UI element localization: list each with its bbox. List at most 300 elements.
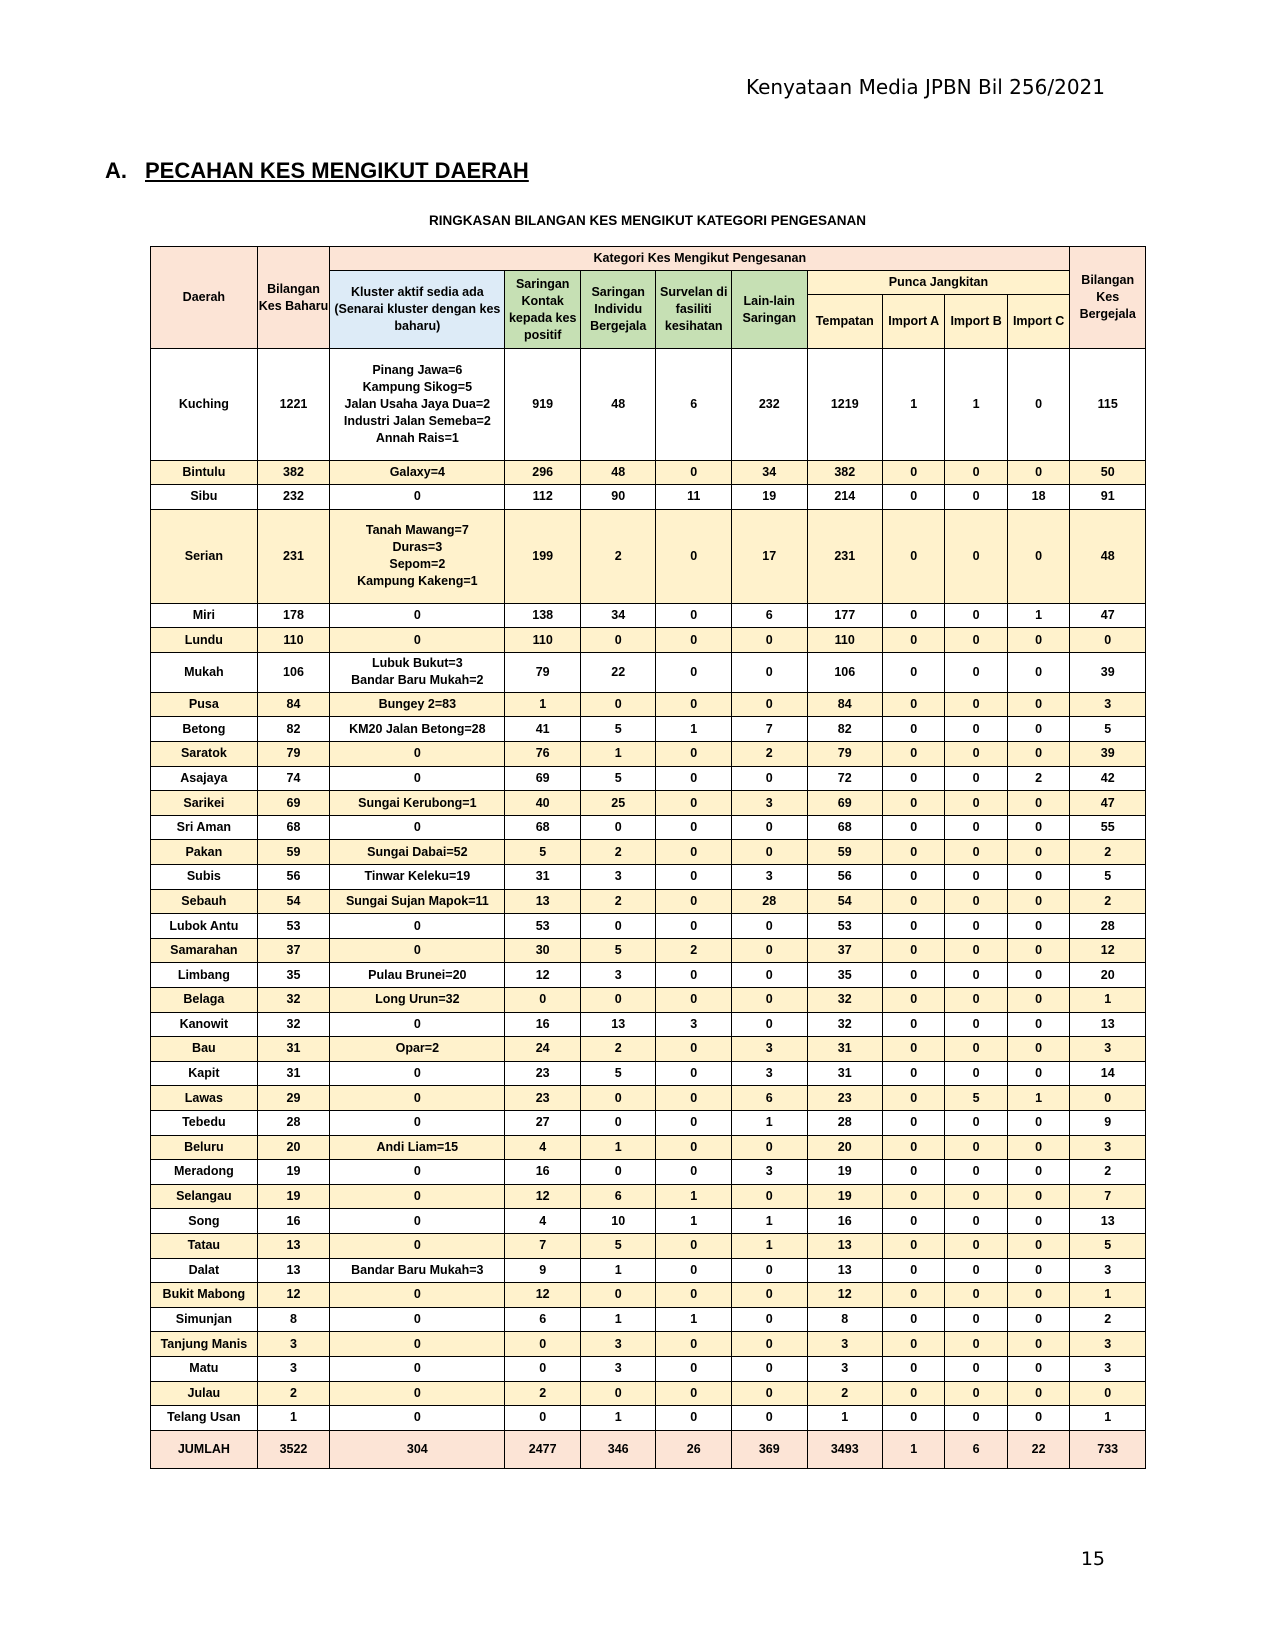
cell-import-b: 0 (945, 865, 1007, 890)
table-row (151, 652, 1146, 692)
cell-saringan-kontak: 13 (505, 889, 581, 914)
cell-import-b: 0 (945, 652, 1007, 692)
cluster-line: Kampung Kakeng=1 (357, 574, 478, 589)
cell-import-a: 0 (883, 1086, 945, 1111)
cell-tempatan: 56 (807, 865, 883, 890)
cell-saringan-individu: 6 (580, 1184, 656, 1209)
cell-saringan-kontak: 9 (505, 1258, 581, 1283)
cell-import-b: 0 (945, 938, 1007, 963)
cell-daerah: Pakan (151, 840, 258, 865)
cell-lain-lain: 0 (731, 1012, 807, 1037)
cell-bergejala: 1 (1070, 1283, 1146, 1308)
cell-baharu: 178 (257, 603, 330, 628)
cell-tempatan: 35 (807, 963, 883, 988)
cell-baharu: 69 (257, 791, 330, 816)
cell-import-a: 0 (883, 692, 945, 717)
cell-survelan: 2 (656, 938, 732, 963)
cell-saringan-individu: 1 (580, 1406, 656, 1431)
cell-import-a: 0 (883, 988, 945, 1013)
cell-import-a: 0 (883, 652, 945, 692)
table-row (151, 485, 1146, 510)
cell-import-b: 0 (945, 1135, 1007, 1160)
cell-baharu: 13 (257, 1233, 330, 1258)
cell-saringan-kontak: 4 (505, 1209, 581, 1234)
cluster-line: 0 (413, 1213, 421, 1228)
cell-kluster (330, 1356, 505, 1381)
cell-import-c: 0 (1007, 791, 1070, 816)
cell-daerah: Bukit Mabong (151, 1283, 258, 1308)
cell-bergejala: 3 (1070, 1332, 1146, 1357)
cell-import-c: 0 (1007, 963, 1070, 988)
cell-saringan-kontak: 24 (505, 1037, 581, 1062)
cell-survelan: 0 (656, 1135, 732, 1160)
cell-import-b: 0 (945, 1037, 1007, 1062)
cell-lain-lain: 0 (731, 1184, 807, 1209)
cell-kluster (330, 1406, 505, 1431)
cluster-line: Sungai Kerubong=1 (358, 795, 477, 810)
cell-import-c: 0 (1007, 889, 1070, 914)
cluster-line: Annah Rais=1 (375, 430, 459, 445)
cell-saringan-kontak: 1 (505, 692, 581, 717)
cell-daerah: Lundu (151, 628, 258, 653)
cell-saringan-individu: 0 (580, 692, 656, 717)
cell-saringan-individu: 1 (580, 1135, 656, 1160)
cell-kluster (330, 1160, 505, 1185)
cell-daerah: Miri (151, 603, 258, 628)
cell-lain-lain: 0 (731, 1258, 807, 1283)
cell-import-c: 0 (1007, 509, 1070, 603)
cell-saringan-individu: 1 (580, 1258, 656, 1283)
cell-lain-lain: 3 (731, 1160, 807, 1185)
cell-kluster (330, 1061, 505, 1086)
cell-baharu: 35 (257, 963, 330, 988)
cell-tempatan: 19 (807, 1160, 883, 1185)
cell-kluster (330, 1184, 505, 1209)
cell-saringan-individu: 22 (580, 652, 656, 692)
cell-import-b: 0 (945, 1209, 1007, 1234)
cell-bergejala: 0 (1070, 628, 1146, 653)
cell-lain-lain: 3 (731, 865, 807, 890)
cell-saringan-individu: 0 (580, 1110, 656, 1135)
cell-lain-lain: 0 (731, 766, 807, 791)
cell-import-c: 0 (1007, 1332, 1070, 1357)
cell-import-c: 0 (1007, 717, 1070, 742)
cell-tempatan: 214 (807, 485, 883, 510)
total-cell-kluster: 304 (330, 1430, 505, 1468)
total-cell-import-b: 6 (945, 1430, 1007, 1468)
header-saringan-individu: Saringan Individu Bergejala (580, 271, 656, 349)
cell-saringan-individu: 1 (580, 1307, 656, 1332)
table-row (151, 1307, 1146, 1332)
cluster-line: Jalan Usaha Jaya Dua=2 (344, 396, 491, 411)
cell-import-c: 0 (1007, 1283, 1070, 1308)
cell-lain-lain: 2 (731, 742, 807, 767)
cell-kluster (330, 460, 505, 485)
cell-bergejala: 39 (1070, 652, 1146, 692)
cell-saringan-kontak: 6 (505, 1307, 581, 1332)
cell-kluster (330, 1332, 505, 1357)
cell-import-c: 0 (1007, 692, 1070, 717)
cell-saringan-individu: 5 (580, 717, 656, 742)
cell-bergejala: 48 (1070, 509, 1146, 603)
cell-kluster (330, 1283, 505, 1308)
cluster-line: KM20 Jalan Betong=28 (349, 721, 486, 736)
cell-import-a: 1 (883, 349, 945, 461)
cell-saringan-kontak: 0 (505, 988, 581, 1013)
cell-daerah: Simunjan (151, 1307, 258, 1332)
table-row (151, 914, 1146, 939)
cell-survelan: 0 (656, 1160, 732, 1185)
cluster-line: Tanah Mawang=7 (365, 523, 469, 538)
cell-baharu: 32 (257, 1012, 330, 1037)
cell-tempatan: 12 (807, 1283, 883, 1308)
cell-import-b: 5 (945, 1086, 1007, 1111)
cell-saringan-individu: 48 (580, 460, 656, 485)
cluster-line: 0 (413, 632, 421, 647)
table-row (151, 766, 1146, 791)
table-row (151, 1012, 1146, 1037)
cluster-line: Industri Jalan Semeba=2 (343, 413, 491, 428)
table-row (151, 840, 1146, 865)
cell-saringan-individu: 5 (580, 1061, 656, 1086)
cell-daerah: Limbang (151, 963, 258, 988)
cell-baharu: 19 (257, 1184, 330, 1209)
cell-daerah: Sri Aman (151, 815, 258, 840)
cell-lain-lain: 0 (731, 1135, 807, 1160)
cell-bergejala: 3 (1070, 1356, 1146, 1381)
cell-saringan-individu: 13 (580, 1012, 656, 1037)
cluster-line: Bungey 2=83 (378, 697, 457, 712)
cell-import-a: 0 (883, 485, 945, 510)
cell-import-b: 0 (945, 1381, 1007, 1406)
cell-baharu: 3 (257, 1356, 330, 1381)
cell-import-c: 0 (1007, 1406, 1070, 1431)
cluster-line: 0 (413, 1164, 421, 1179)
table-row (151, 1061, 1146, 1086)
cell-lain-lain: 0 (731, 938, 807, 963)
header-punca-jangkitan: Punca Jangkitan (807, 271, 1070, 295)
cell-tempatan: 13 (807, 1258, 883, 1283)
cell-import-a: 0 (883, 1283, 945, 1308)
table-row (151, 791, 1146, 816)
table-row (151, 603, 1146, 628)
cell-daerah: Samarahan (151, 938, 258, 963)
cell-saringan-individu: 2 (580, 840, 656, 865)
cell-bergejala: 91 (1070, 485, 1146, 510)
section-title: PECAHAN KES MENGIKUT DAERAH (145, 158, 529, 183)
cell-saringan-kontak: 68 (505, 815, 581, 840)
cell-import-b: 0 (945, 1307, 1007, 1332)
cell-import-b: 0 (945, 1283, 1007, 1308)
cell-import-b: 0 (945, 1110, 1007, 1135)
cell-survelan: 0 (656, 889, 732, 914)
cell-daerah: Tebedu (151, 1110, 258, 1135)
cell-import-b: 0 (945, 840, 1007, 865)
cell-import-c: 0 (1007, 988, 1070, 1013)
cell-baharu: 54 (257, 889, 330, 914)
cell-lain-lain: 232 (731, 349, 807, 461)
cell-daerah: Pusa (151, 692, 258, 717)
cell-tempatan: 79 (807, 742, 883, 767)
cell-tempatan: 23 (807, 1086, 883, 1111)
cell-lain-lain: 0 (731, 1283, 807, 1308)
cell-survelan: 0 (656, 1356, 732, 1381)
cell-baharu: 231 (257, 509, 330, 603)
cell-lain-lain: 17 (731, 509, 807, 603)
cell-import-b: 0 (945, 889, 1007, 914)
cell-survelan: 1 (656, 1307, 732, 1332)
table-row (151, 963, 1146, 988)
cell-saringan-kontak: 12 (505, 1184, 581, 1209)
cell-tempatan: 1219 (807, 349, 883, 461)
cell-bergejala: 2 (1070, 889, 1146, 914)
cell-kluster (330, 1233, 505, 1258)
cell-lain-lain: 0 (731, 1307, 807, 1332)
cell-saringan-kontak: 919 (505, 349, 581, 461)
cell-import-a: 0 (883, 1356, 945, 1381)
cell-baharu: 16 (257, 1209, 330, 1234)
cell-import-c: 1 (1007, 603, 1070, 628)
cell-import-a: 0 (883, 460, 945, 485)
header-daerah: Daerah (151, 247, 258, 349)
cell-survelan: 0 (656, 603, 732, 628)
table-row (151, 938, 1146, 963)
cell-import-c: 0 (1007, 840, 1070, 865)
cell-kluster (330, 1307, 505, 1332)
cell-bergejala: 3 (1070, 692, 1146, 717)
cell-survelan: 0 (656, 1061, 732, 1086)
cell-baharu: 110 (257, 628, 330, 653)
cluster-line: 0 (413, 1385, 421, 1400)
table-row (151, 1086, 1146, 1111)
cell-saringan-kontak: 110 (505, 628, 581, 653)
cell-import-c: 0 (1007, 1061, 1070, 1086)
cell-import-c: 0 (1007, 349, 1070, 461)
cell-import-b: 0 (945, 815, 1007, 840)
cell-bergejala: 42 (1070, 766, 1146, 791)
cluster-line: 0 (413, 489, 421, 504)
cell-bergejala: 5 (1070, 717, 1146, 742)
cell-saringan-individu: 5 (580, 938, 656, 963)
cell-bergejala: 0 (1070, 1381, 1146, 1406)
cluster-line: 0 (413, 918, 421, 933)
cell-saringan-individu: 48 (580, 349, 656, 461)
cell-tempatan: 32 (807, 1012, 883, 1037)
table-row (151, 742, 1146, 767)
table-row (151, 1160, 1146, 1185)
cell-kluster (330, 889, 505, 914)
cell-bergejala: 1 (1070, 988, 1146, 1013)
table-row (151, 349, 1146, 461)
cell-baharu: 31 (257, 1061, 330, 1086)
cell-import-c: 0 (1007, 1258, 1070, 1283)
cell-saringan-kontak: 12 (505, 1283, 581, 1308)
cell-import-a: 0 (883, 914, 945, 939)
cell-saringan-individu: 2 (580, 889, 656, 914)
cell-import-b: 0 (945, 603, 1007, 628)
cell-saringan-individu: 0 (580, 1381, 656, 1406)
cell-bergejala: 2 (1070, 840, 1146, 865)
cell-saringan-individu: 0 (580, 628, 656, 653)
cell-daerah: Asajaya (151, 766, 258, 791)
table-row (151, 865, 1146, 890)
cell-import-b: 0 (945, 1061, 1007, 1086)
cluster-line: Opar=2 (395, 1041, 440, 1056)
cell-saringan-individu: 3 (580, 865, 656, 890)
cell-baharu: 59 (257, 840, 330, 865)
cell-tempatan: 54 (807, 889, 883, 914)
cell-import-b: 0 (945, 1332, 1007, 1357)
cell-survelan: 0 (656, 840, 732, 865)
cell-import-b: 0 (945, 628, 1007, 653)
cell-daerah: Julau (151, 1381, 258, 1406)
cell-saringan-individu: 10 (580, 1209, 656, 1234)
cell-saringan-individu: 5 (580, 1233, 656, 1258)
cell-import-a: 0 (883, 1332, 945, 1357)
cell-survelan: 6 (656, 349, 732, 461)
cell-baharu: 53 (257, 914, 330, 939)
cell-daerah: Dalat (151, 1258, 258, 1283)
cell-baharu: 1 (257, 1406, 330, 1431)
cell-saringan-individu: 0 (580, 988, 656, 1013)
cell-tempatan: 13 (807, 1233, 883, 1258)
table-row (151, 815, 1146, 840)
cell-saringan-kontak: 0 (505, 1356, 581, 1381)
cell-kluster (330, 1258, 505, 1283)
cell-bergejala: 2 (1070, 1307, 1146, 1332)
cell-import-a: 0 (883, 766, 945, 791)
cell-import-b: 0 (945, 692, 1007, 717)
cell-saringan-kontak: 23 (505, 1061, 581, 1086)
total-cell-saringan-individu: 346 (580, 1430, 656, 1468)
cell-daerah: Bau (151, 1037, 258, 1062)
cell-daerah: Lubok Antu (151, 914, 258, 939)
cell-lain-lain: 28 (731, 889, 807, 914)
table-row (151, 509, 1146, 603)
cell-tempatan: 106 (807, 652, 883, 692)
cell-import-b: 1 (945, 349, 1007, 461)
total-cell-daerah: JUMLAH (151, 1430, 258, 1468)
cell-kluster (330, 938, 505, 963)
cell-bergejala: 13 (1070, 1012, 1146, 1037)
table-row (151, 1381, 1146, 1406)
cell-baharu: 1221 (257, 349, 330, 461)
cell-kluster (330, 349, 505, 461)
cell-bergejala: 1 (1070, 1406, 1146, 1431)
cell-bergejala: 2 (1070, 1160, 1146, 1185)
cell-saringan-kontak: 31 (505, 865, 581, 890)
total-cell-baharu: 3522 (257, 1430, 330, 1468)
cell-baharu: 84 (257, 692, 330, 717)
cell-import-a: 0 (883, 509, 945, 603)
cluster-line: Lubuk Bukut=3 (372, 656, 463, 671)
cluster-line: 0 (413, 820, 421, 835)
cell-saringan-kontak: 76 (505, 742, 581, 767)
cell-import-c: 0 (1007, 1037, 1070, 1062)
cell-saringan-kontak: 23 (505, 1086, 581, 1111)
cluster-line: 0 (413, 746, 421, 761)
cluster-line: 0 (413, 1189, 421, 1204)
cell-daerah: Bintulu (151, 460, 258, 485)
cases-table (150, 246, 1146, 1469)
cell-kluster (330, 988, 505, 1013)
cell-kluster (330, 485, 505, 510)
cluster-line: 0 (413, 1016, 421, 1031)
cell-survelan: 0 (656, 1086, 732, 1111)
cell-baharu: 19 (257, 1160, 330, 1185)
cell-daerah: Tatau (151, 1233, 258, 1258)
cell-saringan-kontak: 16 (505, 1012, 581, 1037)
cell-survelan: 0 (656, 865, 732, 890)
cluster-line: Galaxy=4 (389, 464, 445, 479)
cell-kluster (330, 1110, 505, 1135)
table-body (151, 349, 1146, 1469)
cell-survelan: 1 (656, 1184, 732, 1209)
cell-bergejala: 3 (1070, 1135, 1146, 1160)
header-import-a: Import A (883, 295, 945, 349)
cell-import-a: 0 (883, 840, 945, 865)
cell-import-b: 0 (945, 485, 1007, 510)
cell-daerah: Subis (151, 865, 258, 890)
cell-lain-lain: 7 (731, 717, 807, 742)
cluster-line: Pulau Brunei=20 (368, 967, 467, 982)
header-lain-lain: Lain-lain Saringan (731, 271, 807, 349)
cell-daerah: Telang Usan (151, 1406, 258, 1431)
cell-import-b: 0 (945, 1012, 1007, 1037)
cell-import-b: 0 (945, 766, 1007, 791)
cluster-line: Duras=3 (392, 540, 443, 555)
cell-import-c: 0 (1007, 1233, 1070, 1258)
cell-import-b: 0 (945, 1184, 1007, 1209)
cell-lain-lain: 1 (731, 1233, 807, 1258)
cell-lain-lain: 3 (731, 1061, 807, 1086)
cell-lain-lain: 6 (731, 603, 807, 628)
cell-tempatan: 1 (807, 1406, 883, 1431)
cell-import-b: 0 (945, 791, 1007, 816)
cell-baharu: 31 (257, 1037, 330, 1062)
cell-lain-lain: 1 (731, 1209, 807, 1234)
cell-import-b: 0 (945, 1406, 1007, 1431)
cell-bergejala: 5 (1070, 1233, 1146, 1258)
cell-saringan-individu: 2 (580, 509, 656, 603)
cell-survelan: 0 (656, 1037, 732, 1062)
cell-survelan: 0 (656, 1283, 732, 1308)
cell-baharu: 29 (257, 1086, 330, 1111)
table-row (151, 1184, 1146, 1209)
cell-import-c: 0 (1007, 460, 1070, 485)
cell-saringan-kontak: 41 (505, 717, 581, 742)
cell-lain-lain: 0 (731, 1406, 807, 1431)
cell-daerah: Sebauh (151, 889, 258, 914)
header-tempatan: Tempatan (807, 295, 883, 349)
cell-bergejala: 0 (1070, 1086, 1146, 1111)
cell-daerah: Tanjung Manis (151, 1332, 258, 1357)
total-cell-bergejala: 733 (1070, 1430, 1146, 1468)
cell-import-b: 0 (945, 1356, 1007, 1381)
cell-daerah: Mukah (151, 652, 258, 692)
cell-import-c: 0 (1007, 742, 1070, 767)
cell-bergejala: 13 (1070, 1209, 1146, 1234)
cell-tempatan: 28 (807, 1110, 883, 1135)
cell-import-a: 0 (883, 865, 945, 890)
cell-tempatan: 110 (807, 628, 883, 653)
header-kluster: Kluster aktif sedia ada (Senarai kluster dengan kes baharu) (330, 271, 505, 349)
table-row (151, 988, 1146, 1013)
cell-import-b: 0 (945, 460, 1007, 485)
total-cell-import-c: 22 (1007, 1430, 1070, 1468)
table-row (151, 460, 1146, 485)
cell-import-a: 0 (883, 1258, 945, 1283)
